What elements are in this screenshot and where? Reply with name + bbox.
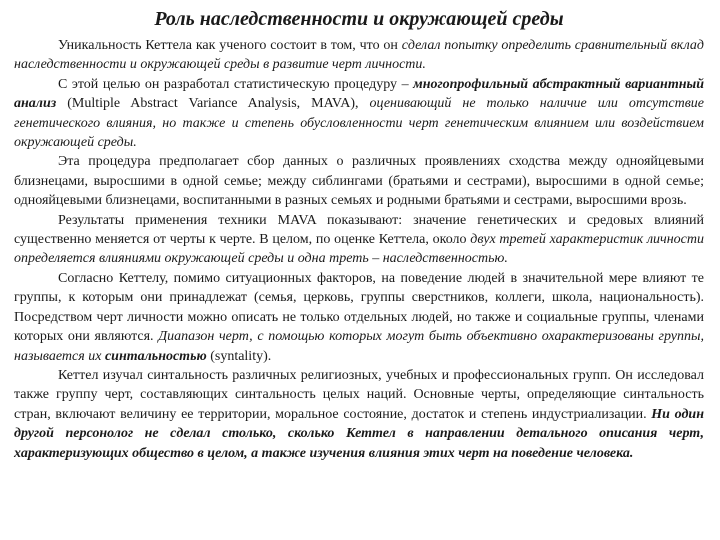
p2-abbrev: (Multiple Abstract Variance Analysis, MAVA), (56, 96, 370, 112)
p5-text: Согласно Кеттелу, помимо ситуационных факторов, на поведение людей в значительной мере влияют те группы, к которым они принадлежат (семья, церковь, группы сверстников, коллеги, школа, национальность). Посредством черт личности можно описать не только отдельных людей, но также и социальные группы, членами которых они являются. (14, 270, 704, 345)
paragraph-4 (14, 211, 704, 269)
paragraph-1 (14, 36, 704, 75)
p1-emphasis: сделал попытку определить сравнительный вклад наследственности и окружающей среды в развитие черт личности. (14, 38, 704, 73)
p5-english: (syntality). (206, 348, 272, 364)
p4-emphasis: двух третей характеристик личности определяется влияниями окружающей среды и одна треть – наследственностью. (14, 232, 704, 267)
p2-emphasis: оценивающий не только наличие или отсутствие генетического влияния, но также и степень обусловленности черт генетическим влиянием или воздействием окружающей среды. (14, 96, 704, 151)
document-page (14, 6, 704, 463)
p2-term: многопрофильный абстрактный вариантный анализ (14, 76, 704, 112)
p2-text: С этой целью он разработал статистическую процедуру – (58, 76, 414, 92)
paragraph-6 (14, 366, 704, 463)
p1-text: Уникальность Кеттела как ученого состоит в том, что он (58, 38, 402, 53)
p6-emphasis: Ни один другой персонолог не сделал столько, сколько Кеттел в направлении детального описания черт, характеризующих общество в целом, а также изучения влияния этих черт на поведение человека. (14, 406, 704, 461)
paragraph-3: Эта процедура предполагает сбор данных о различных проявлениях сходства между однояйцевыми близнецами, выросшими в одной семье; между сиблингами (братьями и сестрами), выросшими в одной семье; однояйцевыми близнецами, воспитанными в разных семьях и родными братьями и сестрами, выросшими врозь. (14, 154, 704, 209)
page-title: Роль наследственности и окружающей среды (154, 8, 564, 30)
paragraph-5 (14, 269, 704, 366)
p6-text: Кеттел изучал синтальность различных религиозных, учебных и профессиональных групп. Он исследовал также группу черт, составляющих синтальность целых наций. Основные черты, определяющие синтальность стран, включают величину ее территории, моральное состояние, достаток и степень индустриализации. (14, 367, 704, 422)
p5-term: синтальностью (104, 348, 207, 364)
paragraph-2 (14, 75, 704, 153)
p5-emphasis: Диапазон черт, с помощью которых могут быть объективно охарактеризованы группы, называется их (14, 329, 704, 364)
p4-text: Результаты применения техники MAVA показывают: значение генетических и средовых влияний существенно меняется от черты к черте. В целом, по оценке Кеттела, около (14, 212, 704, 248)
